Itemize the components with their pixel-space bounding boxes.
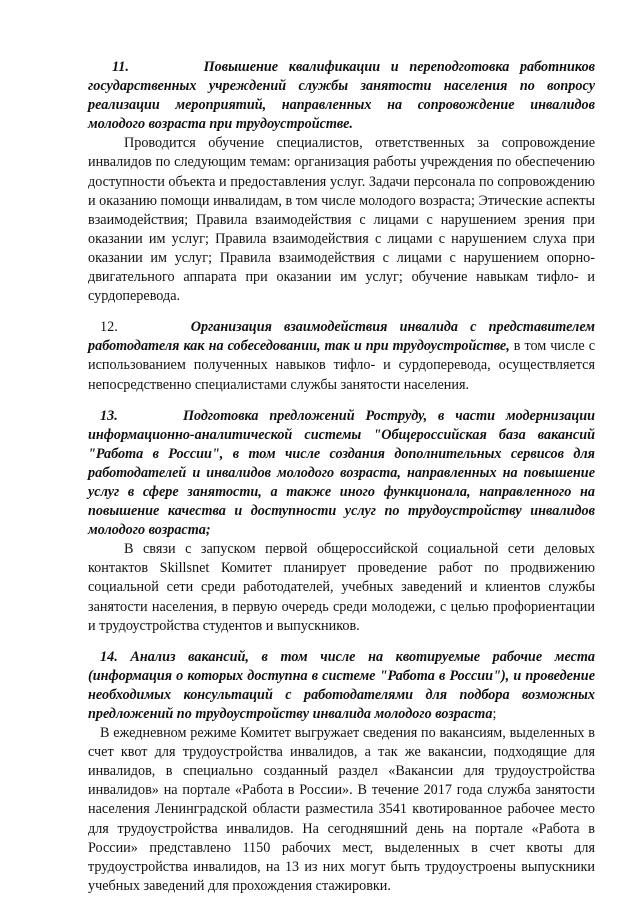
section-heading — [88, 407, 595, 541]
section-number: 11. — [112, 59, 129, 75]
section-heading — [88, 648, 595, 724]
section-title: Анализ вакансий, в том числе на квотируемые рабочие места (информация о которых доступна в системе "Работа в России"), и проведение необходимых консультаций с работодателями для подбора возможных предложений по трудоустройству инвалида молодого возраста — [88, 648, 596, 722]
section-body: В ежедневном режиме Комитет выгружает сведения по вакансиям, выделенных в счет квот для трудоустройства инвалидов, а так же вакансии, подходящие для инвалидов, в специально созданный раздел «Вакансии для трудоустройства инвалидов» на портале «Работа в России». В течение 2017 года служба занятости населения Ленинградской области разместила 3541 квотированное рабочее место для трудоустройства инвалидов. На сегодняшний день на портале «Работа в России» представлено 1150 рабочих мест, выделенных в счет квоты для трудоустройства инвалидов, на 13 из них могут быть трудоустроены выпускники учебных заведений для прохождения стажировки. — [88, 725, 595, 894]
section-body: в том числе с использованием полученных навыков тифло- и сурдоперевода, осуществляется непосредственно специалистами службы занятости населения. — [88, 338, 596, 393]
section-number: 14. — [100, 648, 118, 665]
section-13 — [88, 407, 595, 636]
document-page — [88, 58, 595, 908]
section-paragraph — [88, 318, 595, 394]
section-title: Подготовка предложений Роструду, в части модернизации информационно-аналитической системы "Общероссийская база вакансий "Работа в России", в том числе создания дополнительных сервисов для работодателей и инвалидов молодого возраста, направленных на повышение услуг в сфере занятости, а также иного функционала, направленного на повышение качества и доступности услуг по трудоустройству инвалидов молодого возраста; — [88, 407, 596, 539]
section-title: Организация взаимодействия инвалида с представителем работодателя как на собеседовании, так и при трудоустройстве, — [88, 319, 596, 355]
section-body: В связи с запуском первой общероссийской социальной сети деловых контактов Skillsnet Комитет планирует проведение работ по продвижению социальной сети среди работодателей, учебных заведений и клиентов службы занятости населения, в первую очередь среди молодежи, с целью профориентации и трудоустройства студентов и выпускников. — [88, 541, 595, 634]
section-14 — [88, 648, 595, 896]
section-title: Повышение квалификации и переподготовка работников государственных учреждений службы занятости населения по вопросу реализации мероприятий, направленных на сопровождение инвалидов молодого возраста при трудоустройстве. — [88, 59, 596, 133]
section-number: 12. — [100, 319, 118, 336]
section-title-end: ; — [492, 706, 497, 722]
section-number: 13. — [100, 407, 118, 424]
section-heading — [88, 58, 595, 134]
section-11 — [88, 58, 595, 306]
section-12 — [88, 318, 595, 394]
section-body: Проводится обучение специалистов, ответственных за сопровождение инвалидов по следующим темам: организация работы учреждения по обеспечению доступности объекта и предоставления услуг. Задачи персонала по сопровождению и оказанию помощи инвалидам, в том числе молодого возраста; Этические аспекты взаимодействия; Правила взаимодействия с лицами с нарушением зрения при оказании им услуг; Правила взаимодействия с лицами с нарушением слуха при оказании им услуг; Правила взаимодействия с лицами с нарушением опорно-двигательного аппарата при оказании им услуг; обучение навыкам тифло- и сурдоперевода. — [88, 135, 595, 305]
